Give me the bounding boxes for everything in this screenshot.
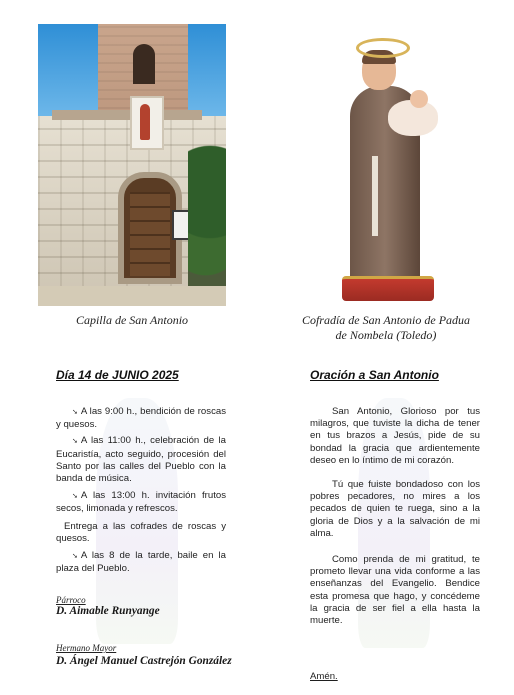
hermano-mayor-name: D. Ángel Manuel Castrejón González: [56, 655, 232, 667]
parroco-name: D. Aimable Runyange: [56, 605, 160, 617]
prayer-heading: Oración a San Antonio: [310, 368, 439, 382]
chapel-photo: [38, 24, 226, 306]
niche-figure: [140, 104, 150, 140]
ground: [38, 286, 226, 306]
schedule-item: ➘ A las 11:00 h., celebración de la Eucaristía, acto seguido, procesión del Santo por las calles del Pueblo con la banda de música.: [56, 435, 226, 485]
chapel-caption: Capilla de San Antonio: [75, 313, 189, 327]
amen: Amén.: [310, 671, 338, 682]
schedule-item: ➘ A las 8 de la tarde, baile en la plaza del Pueblo.: [56, 550, 226, 575]
event-date-heading: Día 14 de JUNIO 2025: [56, 368, 179, 382]
schedule-item: ➘ A las 9:00 h., bendición de roscas y quesos.: [56, 406, 226, 431]
statue-cord: [372, 156, 378, 236]
statue-base: [342, 276, 434, 301]
tree: [188, 144, 226, 304]
prayer-paragraph: San Antonio, Glorioso por tus milagros, que tuviste la dicha de tener en tus brazos a Jesús, pide de su bondad la gracia que ardientemente deseo en lo íntimo de mi corazón.: [310, 406, 480, 466]
schedule-list: [56, 406, 226, 575]
schedule-item: Entrega a las cofrades de roscas y quesos.: [56, 520, 226, 544]
brotherhood-caption-line2: de Nombela (Toledo): [335, 328, 437, 342]
hermano-mayor-label: Hermano Mayor: [56, 643, 117, 653]
prayer-paragraph: Tú que fuiste bondadoso con los pobres pecadores, no mires a los pecados de quien te ruega, sino a la gloria de Dios y a la salvación de mi alma.: [310, 479, 480, 539]
bell-opening: [133, 44, 155, 84]
prayer-paragraph: Como prenda de mi gratitud, te prometo llevar una vida conforme a las enseñanzas del Evangelio. Bendice esta promesa que hago, y concédeme la gracia de ser fiel a ella hasta la muerte.: [310, 554, 480, 627]
halo: [356, 38, 410, 58]
child-head: [410, 90, 428, 108]
schedule-item: ➘ A las 13:00 h. invitación frutos secos, limonada y refrescos.: [56, 490, 226, 515]
chapel-door: [130, 192, 170, 276]
parroco-label: Párroco: [56, 595, 86, 605]
roof-edge: [52, 110, 202, 120]
saint-statue-photo: [300, 24, 480, 302]
brotherhood-caption-line1: Cofradía de San Antonio de Padua: [301, 313, 471, 327]
prayer-text: [310, 406, 480, 627]
